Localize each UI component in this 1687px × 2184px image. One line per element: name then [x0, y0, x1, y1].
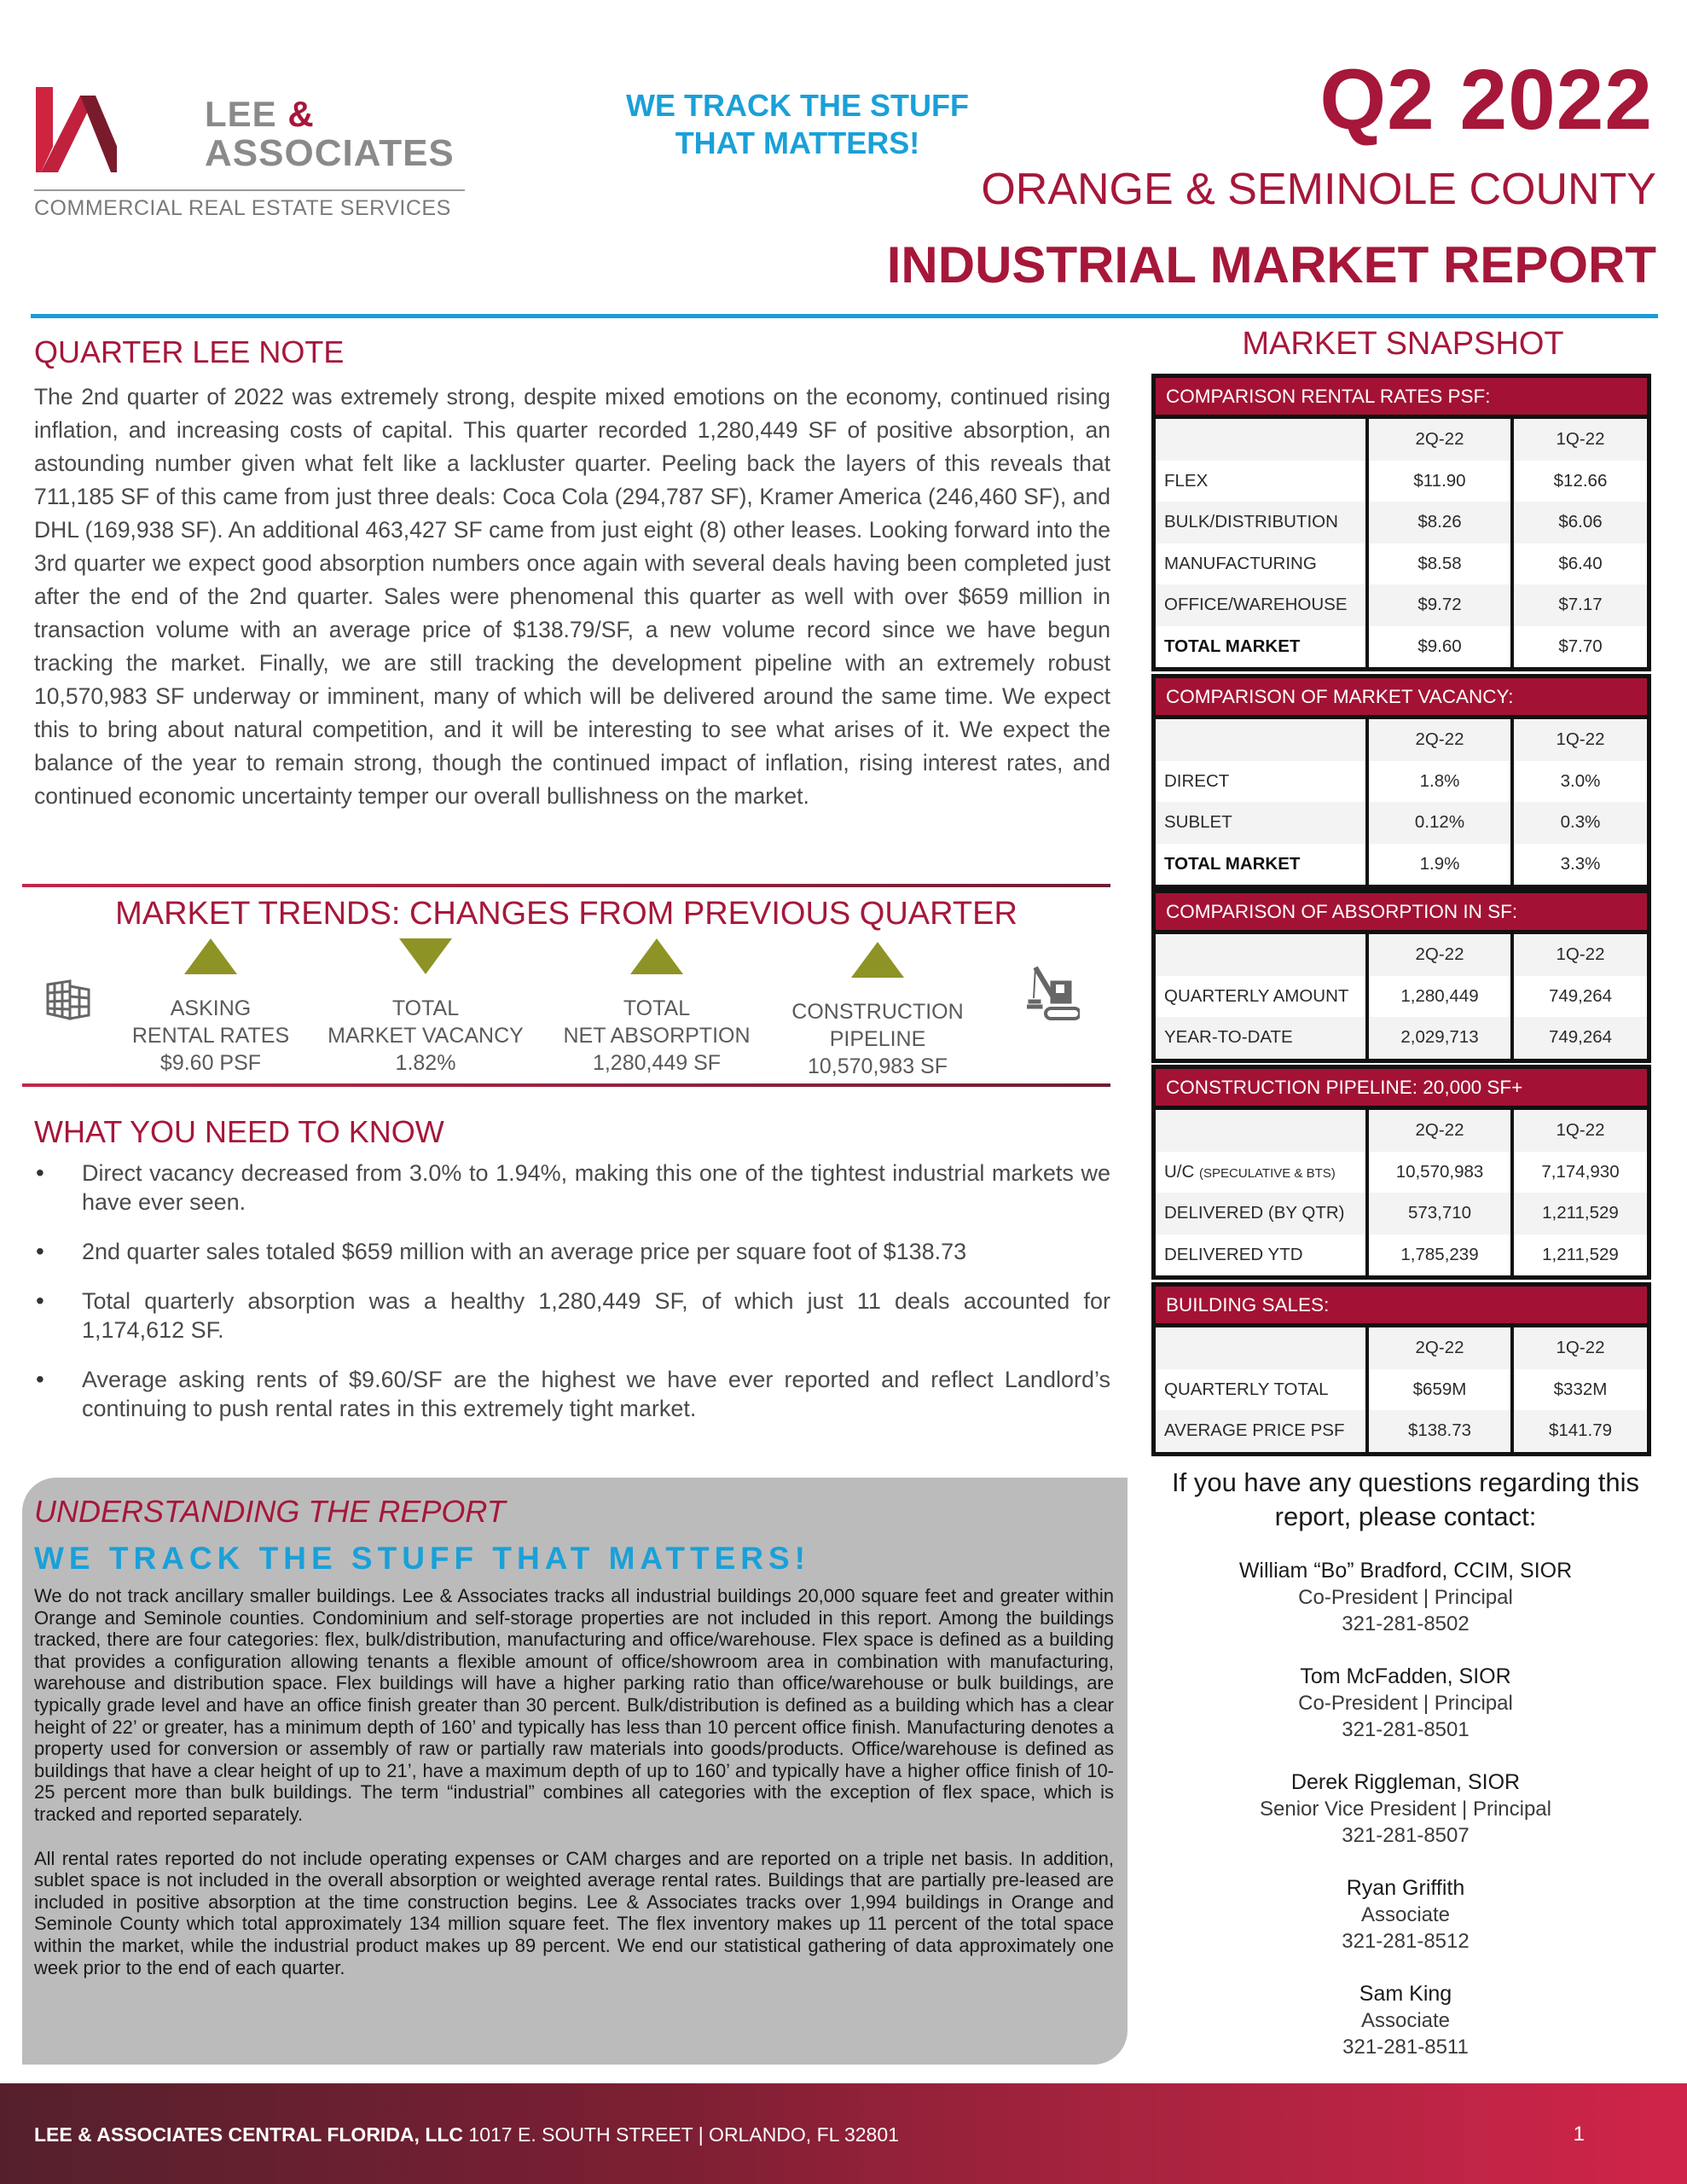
header-cell: 2Q-22 — [1369, 934, 1514, 976]
contact-card — [1148, 1981, 1663, 2060]
logo-subtitle: COMMERCIAL REAL ESTATE SERVICES — [34, 196, 451, 220]
trend-label-line1: CONSTRUCTION — [791, 1000, 964, 1024]
logo-text-associates: ASSOCIATES — [205, 132, 455, 174]
header-cell: 2Q-22 — [1369, 1110, 1514, 1152]
trend-up-arrow-icon — [184, 938, 237, 974]
market-trends-heading: MARKET TRENDS: CHANGES FROM PREVIOUS QUARTER — [115, 896, 1017, 932]
row-label: SUBLET — [1156, 802, 1369, 844]
row-label: AVERAGE PRICE PSF — [1156, 1410, 1369, 1452]
table-rental-rates — [1151, 374, 1651, 671]
cell-1q22: $6.40 — [1558, 553, 1603, 573]
trend-up-arrow-icon — [851, 942, 904, 978]
trend-label-line2: MARKET VACANCY — [328, 1024, 524, 1048]
trends-divider-bottom — [22, 1083, 1110, 1087]
footer-company: LEE & ASSOCIATES CENTRAL FLORIDA, LLC — [34, 2123, 464, 2146]
cell-1q22: $7.17 — [1514, 584, 1647, 626]
trend-total-net-absorption — [550, 938, 763, 1077]
contact-phone[interactable]: 321-281-8507 — [1342, 1824, 1470, 1847]
table-title: COMPARISON OF ABSORPTION IN SF: — [1156, 893, 1647, 934]
row-label: MANUFACTURING — [1156, 543, 1369, 585]
row-label: DELIVERED (BY QTR) — [1156, 1193, 1369, 1234]
header-cell — [1156, 934, 1369, 976]
header-cell: 2Q-22 — [1369, 419, 1514, 461]
header-divider — [31, 314, 1658, 318]
understanding-body — [34, 1585, 1114, 1978]
contact-phone[interactable]: 321-281-8511 — [1342, 2036, 1469, 2059]
contact-phone[interactable]: 321-281-8502 — [1342, 1612, 1470, 1635]
contact-name: Sam King — [1359, 1982, 1452, 2006]
cell-2q22: $9.60 — [1369, 626, 1514, 668]
contact-role: Co-President | Principal — [1298, 1692, 1513, 1715]
header-cell: 1Q-22 — [1514, 419, 1647, 461]
trends-divider-top — [22, 884, 1110, 887]
row-label: DIRECT — [1156, 761, 1369, 803]
cell-2q22: 1.8% — [1369, 761, 1514, 803]
page-number: 1 — [1573, 2123, 1585, 2146]
table-market-vacancy — [1151, 674, 1651, 889]
contact-phone[interactable]: 321-281-8512 — [1342, 1930, 1470, 1953]
table-building-sales — [1151, 1282, 1651, 1456]
cell-2q22: $9.72 — [1369, 584, 1514, 626]
contact-heading: If you have any questions regarding this report, please contact: — [1171, 1467, 1639, 1531]
row-label: QUARTERLY TOTAL — [1156, 1369, 1369, 1411]
table-title: CONSTRUCTION PIPELINE: 20,000 SF+ — [1156, 1069, 1647, 1110]
table-title: COMPARISON RENTAL RATES PSF: — [1156, 378, 1647, 419]
trend-value: $9.60 PSF — [159, 1051, 262, 1075]
table-title: COMPARISON OF MARKET VACANCY: — [1156, 678, 1647, 719]
table-absorption — [1151, 889, 1651, 1063]
understanding-tagline: WE TRACK THE STUFF THAT MATTERS! — [34, 1541, 810, 1576]
quarter-note-body: The 2nd quarter of 2022 was extremely strong, despite mixed emotions on the economy, continued rising inflation, and increasing costs of capital. This quarter recorded 1,280,449 SF of positive absorption, an astounding number given what felt like a lackluster quarter. Peeling back the layers of this reveals that 711,185 SF of this came from just three deals: Coca Cola (294,787 SF), Kramer America (246,460 SF), and DHL (169,938 SF). An additional 463,427 SF came from just eight (8) other leases. Looking forward into the 3rd quarter we expect good absorption numbers once again with several deals having been completed just after the end of the 2nd quarter. Sales were phenomenal this quarter as well with over $659 million in transaction volume with an average price of $138.79/SF, a new volume record since we have begun tracking the market. Finally, we are still tracking the development pipeline with an extremely robust 10,570,983 SF underway or imminent, many of which will be delivered around the same time. We expect this to bring about natural competition, and it will be interesting to see what arises of it. We expect the balance of the year to remain strong, though the continued impact of inflation, rising interest rates, and continued economic uncertainty temper our overall bullishness on the market. — [34, 384, 1110, 809]
report-title: INDUSTRIAL MARKET REPORT — [886, 236, 1656, 293]
cell-2q22: $11.90 — [1369, 461, 1514, 502]
header-cell: 1Q-22 — [1514, 1327, 1647, 1369]
bullet-icon: • — [36, 1238, 44, 1264]
cell-1q22: 749,264 — [1514, 1017, 1647, 1059]
header-tagline — [597, 87, 998, 162]
list-item-text: Average asking rents of $9.60/SF are the highest we have ever reported and reflect Landlord’s continuing to push rental rates in this extremely tight market. — [82, 1367, 1110, 1421]
contact-card — [1148, 1558, 1663, 1637]
cell-1q22: 0.3% — [1514, 802, 1647, 844]
cell-2q22: 1,785,239 — [1369, 1234, 1514, 1276]
header-cell: 1Q-22 — [1514, 719, 1647, 761]
row-label: YEAR-TO-DATE — [1156, 1017, 1369, 1059]
trend-down-arrow-icon — [399, 938, 452, 974]
header-cell — [1156, 1327, 1369, 1369]
header-cell — [1156, 419, 1369, 461]
understanding-paragraph-1: We do not track ancillary smaller buildings. Lee & Associates tracks all industrial buildings 20,000 square feet and greater within Orange and Seminole counties. Condominium and self-storage properties are not included in this report. Among the buildings tracked, there are four categories: flex, bulk/distribution, manufacturing and office/warehouse. Flex space is defined as a building that provides a configuration allowing tenants a flexible amount of office/showroom area in combination with manufacturing, warehouse and distribution space. Flex buildings will have a higher parking ratio than office/warehouse or bulk buildings, are typically grade level and have an office finish greater than 30 percent. Bulk/distribution is defined as a building which has a clear height of 22’ or greater, has a minimum depth of 160’ and typically has less than 10 percent office finish. Manufacturing denotes a property used for conversion or assembly of raw or partially raw materials into goods/products. Office/warehouse is defined as buildings that have a clear height of up to 21’, have a maximum depth of up to 160’ and typically have a higher office finish of 10-25 percent more than bulk buildings. The term “industrial” combines all categories with the exception of flex space, which is tracked and reported separately. — [34, 1585, 1114, 1825]
contact-card — [1148, 1875, 1663, 1955]
header-cell — [1156, 1110, 1369, 1152]
header-cell: 2Q-22 — [1369, 1327, 1514, 1369]
cell-1q22: $7.70 — [1558, 636, 1603, 656]
row-label: DELIVERED YTD — [1156, 1234, 1369, 1276]
contact-name: Derek Riggleman, SIOR — [1290, 1770, 1521, 1794]
contact-phone[interactable]: 321-281-8501 — [1342, 1718, 1470, 1741]
understanding-report-box — [22, 1478, 1128, 2065]
trend-label-line2: RENTAL RATES — [131, 1024, 290, 1048]
table-construction-pipeline — [1151, 1065, 1651, 1280]
trend-label-line1: TOTAL — [623, 996, 691, 1020]
row-label: QUARTERLY AMOUNT — [1156, 976, 1369, 1018]
trend-total-market-vacancy — [319, 938, 532, 1077]
list-item — [34, 1237, 1110, 1266]
trend-label-line2: NET ABSORPTION — [563, 1024, 751, 1048]
trend-value: 1.82% — [395, 1051, 456, 1075]
contact-name: William “Bo” Bradford, CCIM, SIOR — [1238, 1559, 1573, 1583]
contact-card — [1148, 1769, 1663, 1849]
row-label-main: U/C — [1164, 1161, 1195, 1182]
list-item-text: Total quarterly absorption was a healthy 1,280,449 SF, of which just 11 deals accounted for 1,174,612 SF. — [82, 1288, 1110, 1343]
cell-2q22: $8.26 — [1369, 502, 1514, 543]
header-cell: 1Q-22 — [1514, 934, 1647, 976]
cell-1q22: 3.0% — [1560, 770, 1601, 791]
footer-street: 1017 E. SOUTH STREET | ORLANDO, FL 32801 — [463, 2123, 899, 2146]
quarter-title: Q2 2022 — [1319, 52, 1653, 148]
bullet-icon: • — [36, 1287, 44, 1314]
cell-1q22: $12.66 — [1553, 470, 1608, 491]
county-title: ORANGE & SEMINOLE COUNTY — [981, 165, 1656, 214]
trend-label-line1: TOTAL — [391, 996, 460, 1020]
cell-1q22: $332M — [1553, 1379, 1608, 1399]
cell-2q22: 1,280,449 — [1369, 976, 1514, 1018]
list-item-text: 2nd quarter sales totaled $659 million with an average price per square foot of $138.73 — [82, 1239, 967, 1264]
trend-value: 10,570,983 SF — [807, 1054, 948, 1078]
bullet-icon: • — [36, 1366, 44, 1392]
page-footer — [0, 2083, 1687, 2184]
cell-1q22: $141.79 — [1514, 1410, 1647, 1452]
cell-2q22: $8.58 — [1369, 543, 1514, 585]
cell-2q22: $659M — [1369, 1369, 1514, 1411]
header-cell: 2Q-22 — [1369, 719, 1514, 761]
trend-up-arrow-icon — [630, 938, 683, 974]
list-item-text: Direct vacancy decreased from 3.0% to 1.94%, making this one of the tightest industrial markets we have ever seen. — [82, 1160, 1110, 1215]
cell-1q22: 1,211,529 — [1542, 1244, 1619, 1264]
cell-1q22: 749,264 — [1548, 985, 1613, 1006]
need-to-know-heading: WHAT YOU NEED TO KNOW — [34, 1114, 444, 1149]
contact-card — [1148, 1664, 1663, 1743]
understanding-heading: UNDERSTANDING THE REPORT — [34, 1494, 506, 1529]
logo-text-lee: LEE & — [205, 94, 315, 134]
contact-role: Senior Vice President | Principal — [1260, 1798, 1551, 1821]
cell-1q22: $6.06 — [1514, 502, 1647, 543]
contact-role: Associate — [1360, 2009, 1451, 2032]
need-to-know-list — [34, 1159, 1110, 1443]
cell-1q22: 1,211,529 — [1514, 1193, 1647, 1234]
cell-2q22: 2,029,713 — [1369, 1017, 1514, 1059]
cell-1q22: 7,174,930 — [1541, 1161, 1620, 1182]
company-logo — [34, 85, 478, 226]
understanding-paragraph-2: All rental rates reported do not include operating expenses or CAM charges and are reported on a triple net basis. In addition, sublet space is not included in the overall absorption or weighted average rental rates. Buildings that are partially pre-leased are included in positive absorption at the time construction begins. Lee & Associates tracks over 1,994 buildings in Orange and Seminole County which total approximately 134 million square feet. The flex inventory makes up 11 percent of the total space within the market, while the industrial product makes up 89 percent. We end our statistical gathering of data approximately one week prior to the end of each quarter. — [34, 1847, 1114, 1978]
contact-name: Ryan Griffith — [1346, 1876, 1465, 1900]
cell-1q22: 3.3% — [1560, 853, 1601, 874]
footer-address — [34, 2123, 899, 2146]
list-item — [34, 1159, 1110, 1217]
cell-2q22: 1.9% — [1369, 844, 1514, 886]
row-label: TOTAL MARKET — [1156, 626, 1369, 668]
list-item — [34, 1287, 1110, 1345]
tagline-line-2: THAT MATTERS! — [675, 125, 920, 160]
tagline-line-1: WE TRACK THE STUFF — [626, 88, 969, 123]
row-label-note: (SPECULATIVE & BTS) — [1199, 1165, 1336, 1181]
table-title: BUILDING SALES: — [1156, 1287, 1647, 1327]
logo-divider — [34, 189, 465, 191]
row-label: OFFICE/WAREHOUSE — [1156, 584, 1369, 626]
contact-role: Associate — [1360, 1903, 1451, 1926]
trend-label-line1: ASKING — [170, 996, 252, 1020]
building-icon — [44, 979, 92, 1020]
cell-2q22: $138.73 — [1369, 1410, 1514, 1452]
row-label: BULK/DISTRIBUTION — [1156, 502, 1369, 543]
logo-mark-icon — [36, 87, 117, 172]
quarter-note-heading: QUARTER LEE NOTE — [34, 334, 345, 369]
trend-value: 1,280,449 SF — [592, 1051, 722, 1075]
contact-role: Co-President | Principal — [1298, 1586, 1513, 1609]
crane-icon — [1027, 964, 1080, 1020]
cell-2q22: 573,710 — [1369, 1193, 1514, 1234]
trend-label-line2: PIPELINE — [829, 1027, 926, 1051]
list-item — [34, 1365, 1110, 1423]
trend-asking-rental-rates — [104, 938, 317, 1077]
cell-2q22: 0.12% — [1369, 802, 1514, 844]
market-snapshot-heading: MARKET SNAPSHOT — [1242, 326, 1564, 362]
row-label: FLEX — [1156, 461, 1369, 502]
row-label: TOTAL MARKET — [1156, 844, 1369, 886]
row-label — [1156, 1152, 1369, 1194]
cell-2q22: 10,570,983 — [1369, 1152, 1514, 1194]
bullet-icon: • — [36, 1159, 44, 1186]
trend-construction-pipeline — [771, 942, 984, 1080]
header-cell: 1Q-22 — [1514, 1110, 1647, 1152]
contact-name: Tom McFadden, SIOR — [1300, 1664, 1511, 1688]
header-cell — [1156, 719, 1369, 761]
